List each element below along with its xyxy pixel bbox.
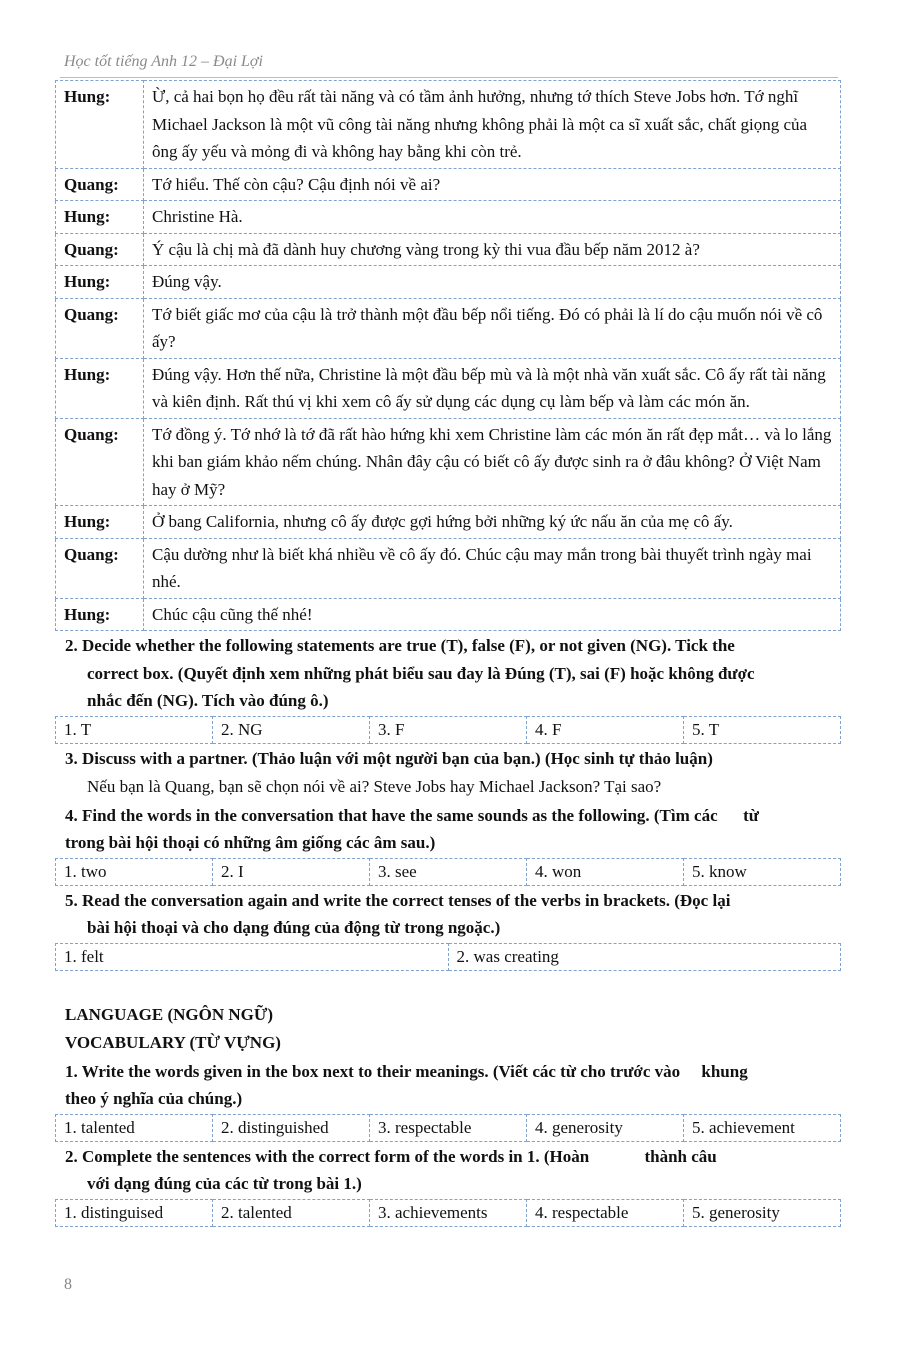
dialogue-row <box>56 233 841 266</box>
line-text: Ý cậu là chị mà đã dành huy chương vàng trong kỳ thi vua đầu bếp năm 2012 à? <box>144 233 841 266</box>
running-header: Học tốt tiếng Anh 12 – Đại Lợi <box>64 53 263 70</box>
section-gap <box>55 971 841 1001</box>
vocab-exercise-1-line-2: theo ý nghĩa của chúng.) <box>65 1089 243 1108</box>
answer-cell: 4. respectable <box>527 1199 684 1226</box>
line-text: Christine Hà. <box>144 201 841 234</box>
speaker: Hung: <box>56 358 144 418</box>
vocab-exercise-2-line-1: 2. Complete the sentences with the correct form of the words in 1. (Hoàn thành câu <box>65 1146 717 1166</box>
line-text: Ừ, cả hai bọn họ đều rất tài năng và có tầm ảnh hưởng, nhưng tớ thích Steve Jobs hơn. Tớ nghĩ Michael Jackson là một vũ công tài năng nhưng không phải là một ca sĩ xuất sắc, chất giọng của ông ấy yếu và mỏng đi và không hay bằng khi còn trẻ. <box>144 81 841 169</box>
line-text: Tớ hiểu. Thế còn cậu? Cậu định nói về ai? <box>144 168 841 201</box>
dialogue-row <box>56 266 841 299</box>
exercise-4-instructions <box>55 801 841 858</box>
answer-cell: 5. know <box>684 858 841 885</box>
answer-cell: 2. distinguished <box>213 1114 370 1141</box>
vocab-exercise-2-instructions <box>55 1142 841 1199</box>
header-rule <box>60 77 838 78</box>
vocab-exercise-2-answers <box>55 1199 841 1227</box>
exercise-2-instructions <box>55 631 841 716</box>
answer-cell: 3. achievements <box>370 1199 527 1226</box>
line-text: Chúc cậu cũng thế nhé! <box>144 598 841 631</box>
answer-cell: 1. T <box>56 716 213 743</box>
line-text: Cậu dường như là biết khá nhiều về cô ấy đó. Chúc cậu may mắn trong bài thuyết trình ngày mai nhé. <box>144 538 841 598</box>
dialogue-row <box>56 418 841 506</box>
vocab-exercise-2-line-2: với dạng đúng của các từ trong bài 1.) <box>87 1174 362 1193</box>
line-text: Ở bang California, nhưng cô ấy được gợi hứng bởi những ký ức nấu ăn của mẹ cô ấy. <box>144 506 841 539</box>
exercise-3-title: 3. Discuss with a partner. (Thảo luận với một người bạn của bạn.) (Học sinh tự thảo luận) <box>65 748 713 768</box>
language-heading: LANGUAGE (NGÔN NGỮ) <box>65 1004 274 1024</box>
page-number: 8 <box>64 1276 72 1293</box>
dialogue-row <box>56 201 841 234</box>
page-content <box>55 80 841 1227</box>
exercise-2-line-2: correct box. (Quyết định xem những phát biểu sau đay là Đúng (T), sai (F) hoặc không được <box>87 663 755 683</box>
answer-cell: 1. two <box>56 858 213 885</box>
answer-cell: 3. respectable <box>370 1114 527 1141</box>
answer-cell: 1. distinguised <box>56 1199 213 1226</box>
vocabulary-heading: VOCABULARY (TỪ VỰNG) <box>65 1032 281 1052</box>
answer-cell: 4. generosity <box>527 1114 684 1141</box>
speaker: Quang: <box>56 538 144 598</box>
vocab-exercise-1-answers <box>55 1114 841 1142</box>
answer-cell: 2. was creating <box>448 943 841 970</box>
answer-cell: 3. see <box>370 858 527 885</box>
answer-cell: 4. won <box>527 858 684 885</box>
line-text: Đúng vậy. <box>144 266 841 299</box>
line-text: Tớ biết giấc mơ của cậu là trở thành một đầu bếp nổi tiếng. Đó có phải là lí do cậu muốn nói về cô ấy? <box>144 298 841 358</box>
speaker: Quang: <box>56 168 144 201</box>
dialogue-row <box>56 81 841 169</box>
dialogue-row <box>56 506 841 539</box>
exercise-3-body: Nếu bạn là Quang, bạn sẽ chọn nói về ai? Steve Jobs hay Michael Jackson? Tại sao? <box>87 777 662 796</box>
exercise-5-line-1: 5. Read the conversation again and write the correct tenses of the verbs in brackets. (Đọc lại <box>65 890 731 910</box>
vocab-exercise-1-instructions <box>55 1057 841 1114</box>
exercise-5-line-2: bài hội thoại và cho dạng đúng của động từ trong ngoặc.) <box>87 918 501 937</box>
speaker: Hung: <box>56 598 144 631</box>
speaker: Hung: <box>56 81 144 169</box>
speaker: Hung: <box>56 506 144 539</box>
exercise-4-answers <box>55 858 841 886</box>
line-text: Đúng vậy. Hơn thế nữa, Christine là một đầu bếp mù và là một nhà văn xuất sắc. Cô ấy rất tài năng và kiên định. Rất thú vị khi xem cô ấy sử dụng các dụng cụ làm bếp và làm các món ăn. <box>144 358 841 418</box>
answer-cell: 4. F <box>527 716 684 743</box>
answer-cell: 2. NG <box>213 716 370 743</box>
answer-cell: 1. talented <box>56 1114 213 1141</box>
exercise-4-line-1: 4. Find the words in the conversation that have the same sounds as the following. (Tìm các từ <box>65 805 759 825</box>
exercise-5-answers <box>55 943 841 971</box>
exercise-2-line-1: 2. Decide whether the following statements are true (T), false (F), or not given (NG). Tick the <box>65 636 735 655</box>
dialogue-row <box>56 168 841 201</box>
line-text: Tớ đồng ý. Tớ nhớ là tớ đã rất hào hứng khi xem Christine làm các món ăn rất đẹp mắt… và lo lắng khi ban giám khảo nếm chúng. Nhân đây cậu có biết cô ấy được sinh ra ở đâu không? Ở Việt Nam hay ở Mỹ? <box>144 418 841 506</box>
answer-cell: 2. I <box>213 858 370 885</box>
dialogue-row <box>56 358 841 418</box>
speaker: Hung: <box>56 266 144 299</box>
speaker: Quang: <box>56 298 144 358</box>
dialogue-table <box>55 80 841 631</box>
dialogue-row <box>56 598 841 631</box>
answer-cell: 2. talented <box>213 1199 370 1226</box>
exercise-2-line-3: nhắc đến (NG). Tích vào đúng ô.) <box>87 691 329 710</box>
answer-cell: 5. T <box>684 716 841 743</box>
speaker: Quang: <box>56 418 144 506</box>
answer-cell: 3. F <box>370 716 527 743</box>
speaker: Hung: <box>56 201 144 234</box>
dialogue-row <box>56 298 841 358</box>
exercise-4-line-2: trong bài hội thoại có những âm giống các âm sau.) <box>65 833 436 852</box>
speaker: Quang: <box>56 233 144 266</box>
exercise-5-instructions <box>55 886 841 943</box>
exercise-2-answers <box>55 716 841 744</box>
dialogue-row <box>56 538 841 598</box>
answer-cell: 1. felt <box>56 943 449 970</box>
answer-cell: 5. achievement <box>684 1114 841 1141</box>
vocab-exercise-1-line-1: 1. Write the words given in the box next to their meanings. (Viết các từ cho trước vào khung <box>65 1061 748 1081</box>
answer-cell: 5. generosity <box>684 1199 841 1226</box>
